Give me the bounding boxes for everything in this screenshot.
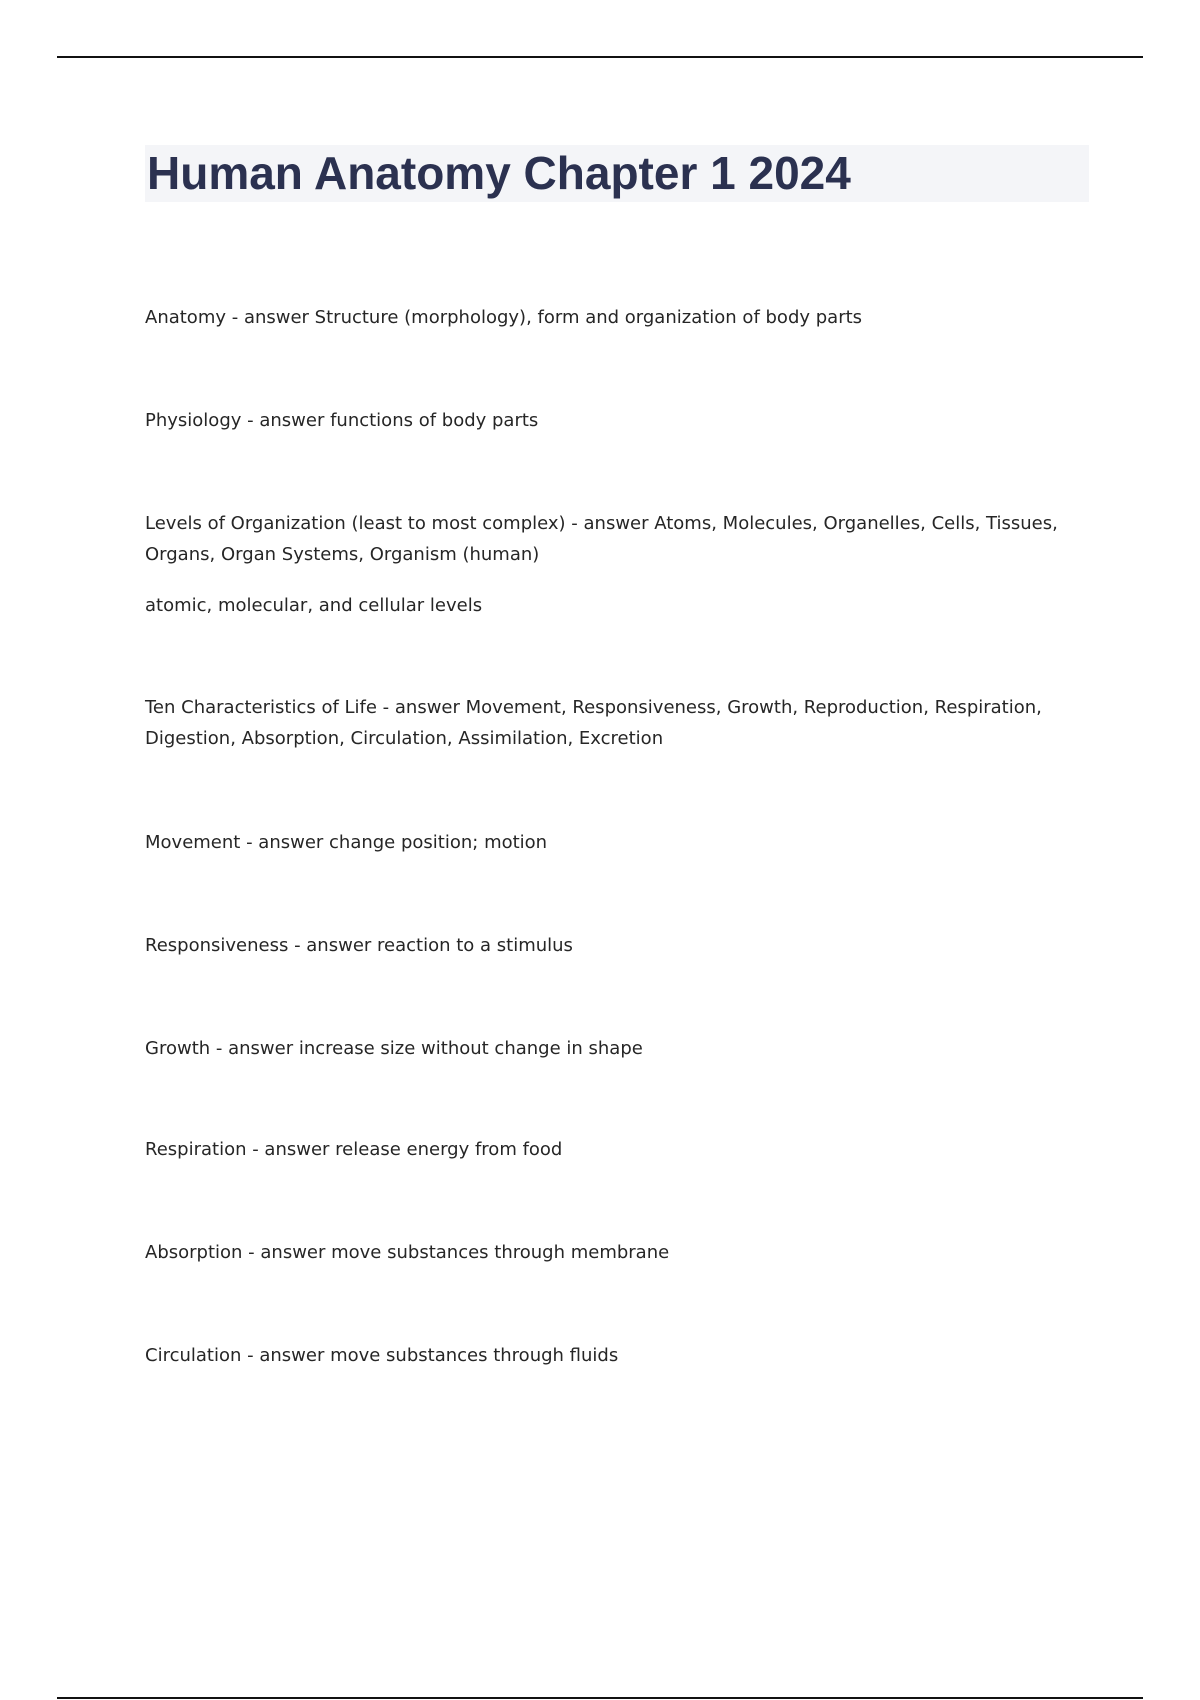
entry-responsiveness: Responsiveness - answer reaction to a stimulus <box>145 935 573 956</box>
entry-absorption: Absorption - answer move substances through membrane <box>145 1242 670 1263</box>
top-horizontal-rule <box>57 56 1143 58</box>
entry-movement: Movement - answer change position; motion <box>145 832 548 853</box>
bottom-horizontal-rule <box>57 1697 1143 1699</box>
entry-physiology: Physiology - answer functions of body parts <box>145 410 539 431</box>
entry-characteristics-of-life: Ten Characteristics of Life - answer Movement, Responsiveness, Growth, Reproduction, Respiration, Digestion, Absorption, Circulation, Assimilation, Excretion <box>145 697 1042 749</box>
entry-circulation: Circulation - answer move substances through fluids <box>145 1345 619 1366</box>
entry-levels-of-organization: Levels of Organization (least to most complex) - answer Atoms, Molecules, Organelles, Cells, Tissues, Organs, Organ Systems, Organism (human) <box>145 513 1058 565</box>
entry-levels-note: atomic, molecular, and cellular levels <box>145 595 483 616</box>
entry-respiration: Respiration - answer release energy from food <box>145 1139 563 1160</box>
document-title: Human Anatomy Chapter 1 2024 <box>147 147 851 199</box>
entry-anatomy: Anatomy - answer Structure (morphology), form and organization of body parts <box>145 307 863 328</box>
entry-growth: Growth - answer increase size without change in shape <box>145 1038 643 1059</box>
